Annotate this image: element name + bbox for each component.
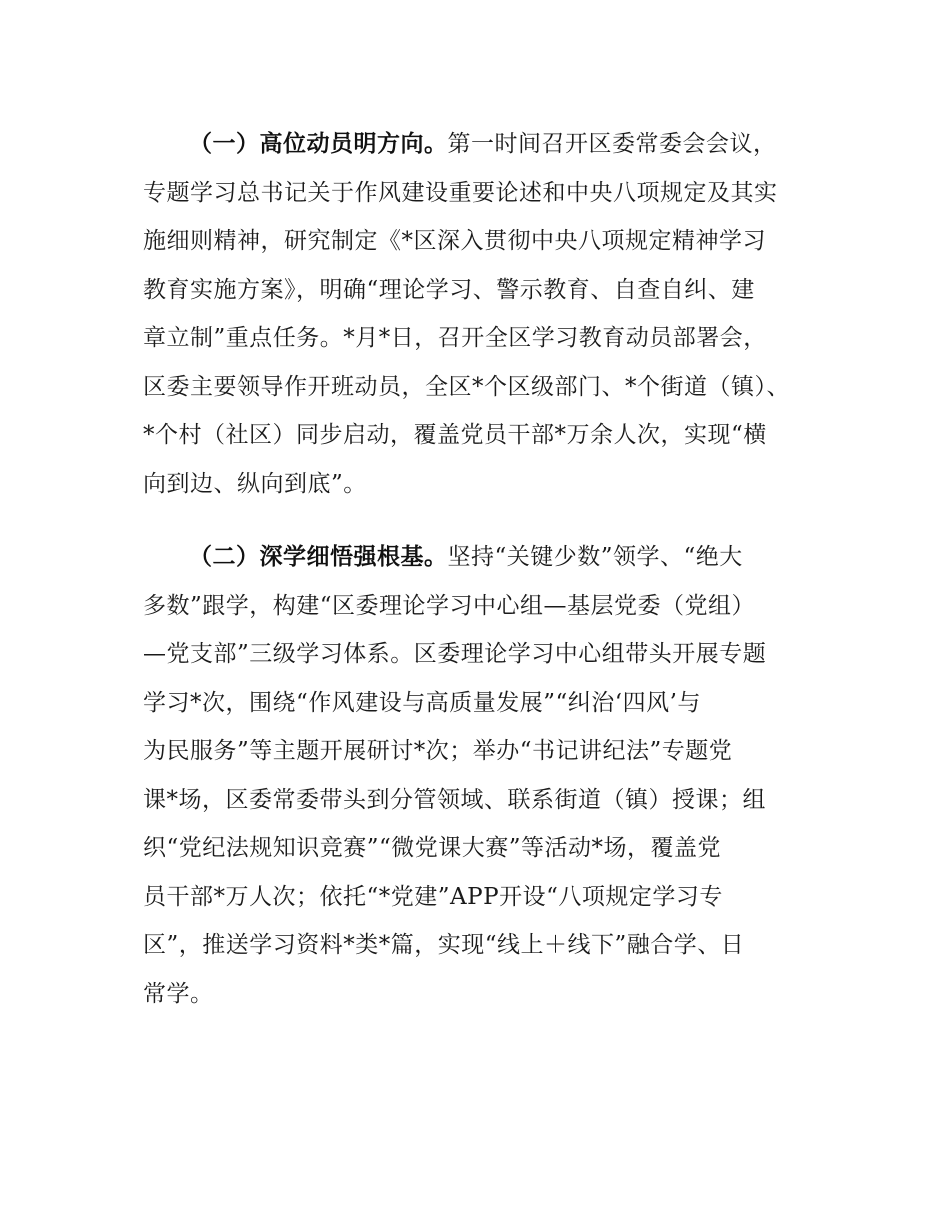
paragraph-1 bbox=[143, 120, 823, 508]
paragraph-line: 章立制”重点任务。*月*日，召开全区学习教育动员部署会， bbox=[143, 325, 767, 351]
paragraph-line: 施细则精神，研究制定《*区深入贯彻中央八项规定精神学习 bbox=[143, 228, 766, 254]
paragraph-line: 常学。 bbox=[143, 980, 214, 1007]
paragraph-line: 为民服务”等主题开展研讨*次；举办“书记讲纪法”专题党 bbox=[143, 738, 733, 764]
paragraph-line: 员干部*万人次；依托“*党建”APP开设“八项规定学习专 bbox=[143, 883, 723, 910]
section-heading-1: （一）高位动员明方向。 bbox=[189, 131, 448, 157]
paragraph-line: —党支部”三级学习体系。区委理论学习中心组带头开展专题 bbox=[143, 641, 767, 667]
paragraph-line: 专题学习总书记关于作风建设重要论述和中央八项规定及其实 bbox=[143, 179, 778, 206]
paragraph-line: 织“党纪法规知识竞赛”“微党课大赛”等活动*场，覆盖党 bbox=[143, 835, 722, 861]
paragraph-line bbox=[143, 533, 823, 582]
paragraph-line: 多数”跟学，构建“区委理论学习中心组—基层党委（党组） bbox=[143, 592, 756, 619]
paragraph-line: 区”，推送学习资料*类*篇，实现“线上＋线下”融合学、日 bbox=[143, 932, 745, 958]
line-text: 坚持“关键少数”领学、“绝大 bbox=[447, 544, 743, 570]
paragraph-line: 学习*次，围绕“作风建设与高质量发展”“纠治‘四风’与 bbox=[143, 689, 701, 716]
paragraph-line: 向到边、纵向到底”。 bbox=[143, 470, 367, 497]
paragraph-2 bbox=[143, 533, 823, 1018]
paragraph-line bbox=[143, 120, 823, 169]
section-heading-2: （二）深学细悟强根基。 bbox=[189, 544, 448, 570]
paragraph-line: 区委主要领导作开班动员，全区*个区级部门、*个街道（镇）、 bbox=[143, 373, 790, 400]
paragraph-line: 教育实施方案》，明确“理论学习、警示教育、自查自纠、建 bbox=[143, 276, 755, 303]
line-text: 第一时间召开区委常委会会议， bbox=[447, 131, 777, 157]
paragraph-line: 课*场，区委常委带头到分管领域、联系街道（镇）授课；组 bbox=[143, 786, 766, 813]
paragraph-line: *个村（社区）同步启动，覆盖党员干部*万余人次，实现“横 bbox=[143, 422, 767, 448]
